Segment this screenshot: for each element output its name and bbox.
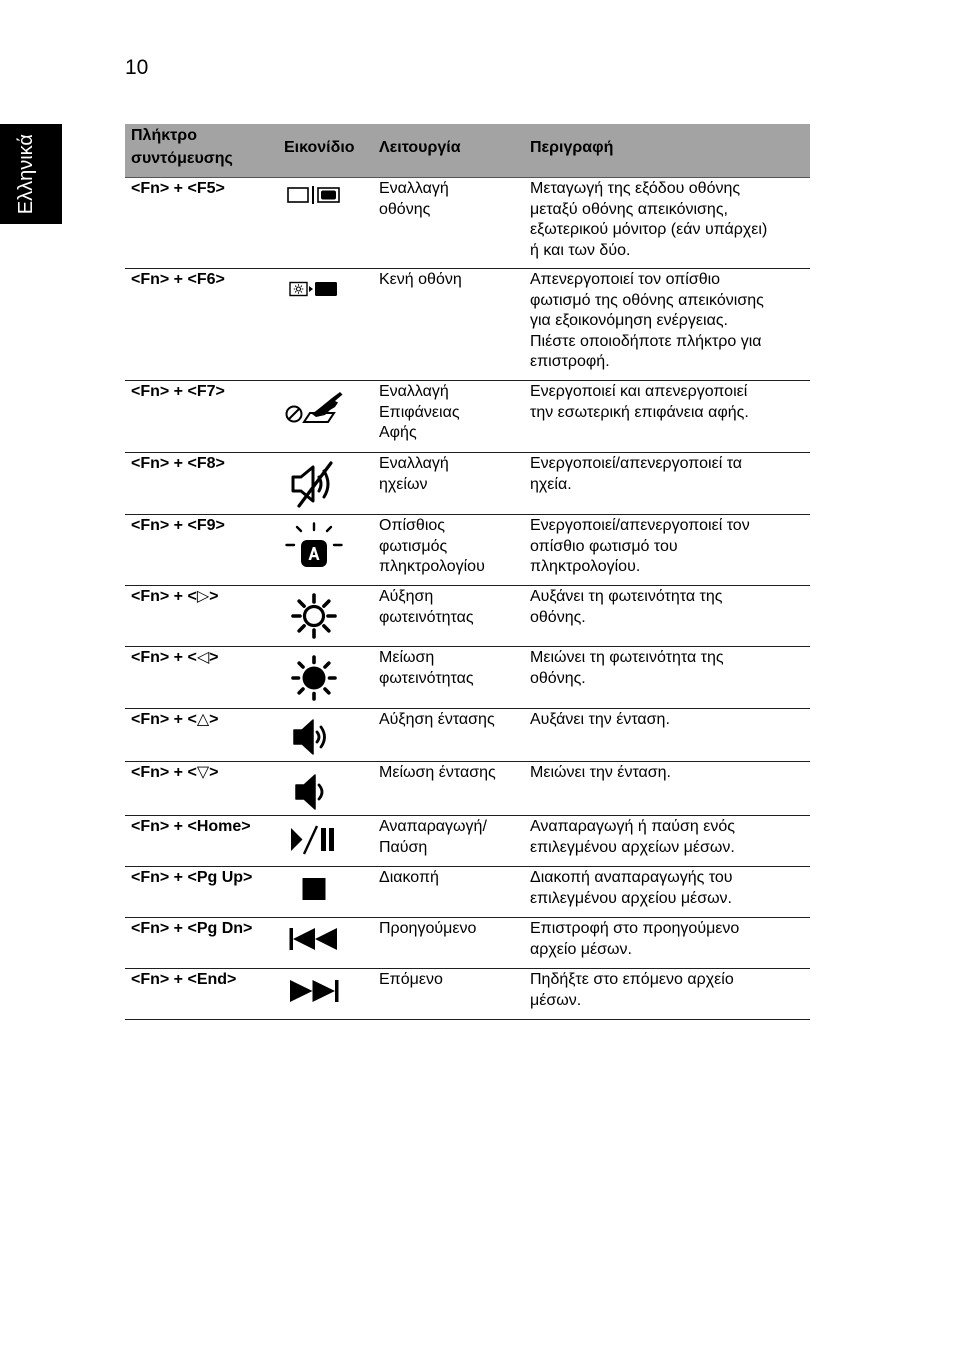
icon-cell (278, 453, 373, 516)
display-toggle-icon (287, 186, 341, 204)
table-row (125, 453, 810, 515)
stop-icon (302, 877, 326, 901)
description: Απενεργοποιεί τον οπίσθιο φωτισμό της οθόνης απεικόνισης για εξοικονόμηση ενέργειας. Πιέστε οποιοδήποτε πλήκτρο για επιστροφή. (530, 271, 764, 370)
shortcut-key: <Fn> + <▷> (131, 588, 219, 605)
language-tab (0, 124, 62, 224)
play-pause-icon (290, 825, 338, 855)
function-name: Αύξηση έντασης (379, 711, 495, 728)
shortcut-key: <Fn> + <△> (131, 711, 219, 728)
function-name: Αναπαραγωγή/ Παύση (379, 818, 487, 856)
description: Μεταγωγή της εξόδου οθόνης μεταξύ οθόνης απεικόνισης, εξωτερικού μόνιτορ (εάν υπάρχει) ή και των δύο. (530, 180, 768, 259)
icon-cell (278, 178, 373, 268)
shortcut-key: <Fn> + <F9> (131, 517, 225, 534)
table-row (125, 647, 810, 709)
shortcut-key: <Fn> + <End> (131, 971, 237, 988)
header-shortcut: Πλήκτρο συντόμευσης (131, 127, 233, 167)
volume-up-icon (292, 715, 336, 759)
table-row (125, 269, 810, 381)
table-row (125, 709, 810, 762)
table-row (125, 762, 810, 816)
function-name: Εναλλαγή Επιφάνειας Αφής (379, 383, 460, 441)
function-name: Αύξηση φωτεινότητας (379, 588, 474, 626)
table-row (125, 515, 810, 586)
description: Πηδήξτε στο επόμενο αρχείο μέσων. (530, 971, 734, 1009)
icon-cell (278, 586, 373, 649)
description: Αυξάνει την ένταση. (530, 711, 670, 728)
function-name: Προηγούμενο (379, 920, 477, 937)
table-row (125, 178, 810, 269)
table-row (125, 381, 810, 453)
description: Ενεργοποιεί/απενεργοποιεί τον οπίσθιο φωτισμό του πληκτρολογίου. (530, 517, 750, 575)
icon-cell (278, 269, 373, 380)
shortcut-key: <Fn> + <Pg Dn> (131, 920, 253, 937)
header-description: Περιγραφή (530, 138, 614, 156)
table-row (125, 867, 810, 918)
header-icon: Εικονίδιο (284, 138, 355, 156)
brightness-up-icon (290, 592, 338, 640)
volume-down-icon (292, 770, 336, 814)
function-name: Επόμενο (379, 971, 443, 988)
description: Αυξάνει τη φωτεινότητα της οθόνης. (530, 588, 723, 626)
shortcut-key: <Fn> + <▽> (131, 764, 219, 781)
language-tab-label: Ελληνικά (15, 133, 37, 215)
description: Ενεργοποιεί/απενεργοποιεί τα ηχεία. (530, 455, 743, 493)
function-name: Οπίσθιος φωτισμός πληκτρολογίου (379, 517, 485, 575)
table-row (125, 969, 810, 1020)
shortcut-key: <Fn> + <Pg Up> (131, 869, 253, 886)
function-name: Κενή οθόνη (379, 271, 462, 288)
function-name: Μείωση έντασης (379, 764, 496, 781)
shortcut-key: <Fn> + <F5> (131, 180, 225, 197)
shortcut-key: <Fn> + <F7> (131, 383, 225, 400)
table-header-row (125, 124, 810, 178)
description: Επιστροφή στο προηγούμενο αρχείο μέσων. (530, 920, 740, 958)
icon-cell (278, 381, 373, 452)
speaker-mute-icon (290, 460, 338, 508)
page-number: 10 (125, 56, 149, 79)
description: Διακοπή αναπαραγωγής του επιλεγμένου αρχείου μέσων. (530, 869, 733, 907)
description: Μειώνει τη φωτεινότητα της οθόνης. (530, 649, 724, 687)
shortcut-key: <Fn> + <Home> (131, 818, 251, 835)
function-name: Εναλλαγή ηχείων (379, 455, 449, 493)
table-row (125, 816, 810, 867)
shortcut-key: <Fn> + <F8> (131, 455, 225, 472)
previous-track-icon (289, 927, 339, 951)
function-name: Διακοπή (379, 869, 439, 886)
description: Μειώνει την ένταση. (530, 764, 671, 781)
icon-cell (278, 515, 373, 585)
next-track-icon (289, 979, 339, 1003)
blank-screen-icon (289, 281, 339, 297)
touchpad-toggle-icon (285, 390, 343, 424)
description: Αναπαραγωγή ή παύση ενός επιλεγμένου αρχείων μέσων. (530, 818, 735, 856)
function-name: Εναλλαγή οθόνης (379, 180, 449, 218)
table-row (125, 586, 810, 647)
icon-cell (278, 647, 373, 710)
icon-cell (278, 969, 373, 1032)
shortcut-key: <Fn> + <F6> (131, 271, 225, 288)
shortcut-key: <Fn> + <◁> (131, 649, 219, 666)
function-name: Μείωση φωτεινότητας (379, 649, 474, 687)
shortcut-table (125, 124, 810, 1020)
table-row (125, 918, 810, 969)
header-function: Λειτουργία (379, 138, 461, 156)
brightness-down-icon (290, 654, 338, 702)
keyboard-backlight-icon (285, 522, 343, 568)
description: Ενεργοποιεί και απενεργοποιεί την εσωτερική επιφάνεια αφής. (530, 383, 749, 421)
